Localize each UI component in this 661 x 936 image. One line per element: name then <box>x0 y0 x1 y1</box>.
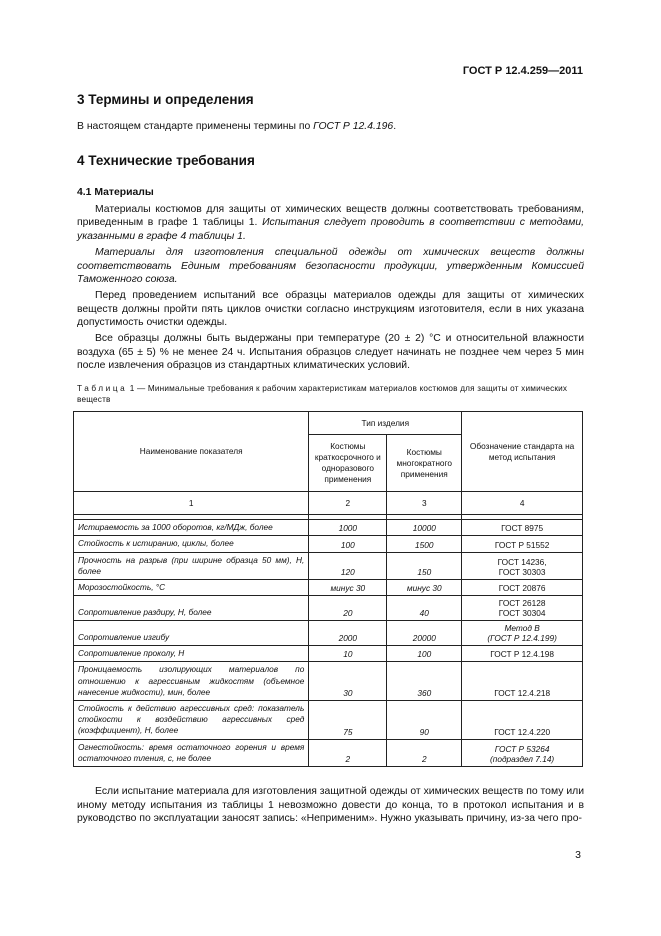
cell-indicator-name: Прочность на разрыв (при ширине образца 50 мм), Н, более <box>74 552 309 579</box>
table-row <box>74 739 583 766</box>
table-row <box>74 520 583 536</box>
cell-short-term-value: 120 <box>309 552 387 579</box>
cell-indicator-name: Стойкость к действию агрессивных сред: показатель стойкости к воздействию агрессивных сред (коэффициент), Н, более <box>74 700 309 739</box>
cell-reusable-value: 1500 <box>387 536 462 552</box>
cell-indicator-name: Стойкость к истиранию, циклы, более <box>74 536 309 552</box>
cell-test-standard: ГОСТ Р 51552 <box>462 536 583 552</box>
cell-test-standard: ГОСТ 12.4.218 <box>462 662 583 701</box>
paragraph-4: Все образцы должны быть выдержаны при температуре (20 ± 2) °С и относительной влажности воздуха (65 ± 5) % не менее 24 ч. Испытания образцов следует начинать не позднее чем через 5 мин после извлечения образцов из стандартных климатических условий. <box>77 333 584 372</box>
section-4-title: 4 Технические требования <box>77 152 255 168</box>
cell-reusable-value: 2 <box>387 739 462 766</box>
cell-test-standard: ГОСТ 20876 <box>462 579 583 595</box>
cell-short-term-value: 20 <box>309 596 387 621</box>
cell-short-term-value: 100 <box>309 536 387 552</box>
paragraph-2: Материалы для изготовления специальной одежды от химических веществ должны соответствовать Единым требованиям безопасности продукции, утвержденным Комиссией Таможенного союза. <box>77 246 584 286</box>
cell-indicator-name: Сопротивление проколу, Н <box>74 646 309 662</box>
standard-reference: ГОСТ Р 12.4.196 <box>313 121 394 132</box>
section-3-text: В настоящем стандарте применены термины по ГОСТ Р 12.4.196. <box>77 121 397 132</box>
table-row <box>74 662 583 701</box>
page-number: 3 <box>575 849 581 861</box>
cell-indicator-name: Морозостойкость, °С <box>74 579 309 595</box>
cell-short-term-value: 30 <box>309 662 387 701</box>
column-number: 1 <box>74 492 309 515</box>
cell-test-standard: ГОСТ 14236, ГОСТ 30303 <box>462 552 583 579</box>
subsection-title: 4.1 Материалы <box>77 186 154 198</box>
cell-reusable-value: 150 <box>387 552 462 579</box>
cell-indicator-name: Проницаемость изолирующих материалов по отношению к агрессивным жидкостям (объемное нанесение жидкости), мин, более <box>74 662 309 701</box>
header-short-term-suits: Костюмы краткосрочного и одноразового применения <box>309 435 387 492</box>
header-reusable-suits: Костюмы многократного применения <box>387 435 462 492</box>
cell-test-standard: ГОСТ 8975 <box>462 520 583 536</box>
cell-short-term-value: 2 <box>309 739 387 766</box>
cell-test-standard: ГОСТ 12.4.220 <box>462 700 583 739</box>
cell-indicator-name: Сопротивление изгибу <box>74 621 309 646</box>
table-row <box>74 579 583 595</box>
table-row <box>74 646 583 662</box>
cell-indicator-name: Огнестойкость: время остаточного горения и время остаточного тления, с, не более <box>74 739 309 766</box>
page-content <box>77 92 584 826</box>
cell-indicator-name: Сопротивление раздиру, Н, более <box>74 596 309 621</box>
cell-short-term-value: 75 <box>309 700 387 739</box>
cell-indicator-name: Истираемость за 1000 оборотов, кг/МДж, более <box>74 520 309 536</box>
header-test-standard: Обозначение стандарта на метод испытания <box>462 412 583 492</box>
cell-reusable-value: 10000 <box>387 520 462 536</box>
document-header: ГОСТ Р 12.4.259—2011 <box>462 65 583 77</box>
column-number: 3 <box>387 492 462 515</box>
table-row <box>74 596 583 621</box>
table-row <box>74 536 583 552</box>
cell-test-standard: ГОСТ Р 53264 (подраздел 7.14) <box>462 739 583 766</box>
cell-test-standard: Метод В (ГОСТ Р 12.4.199) <box>462 621 583 646</box>
header-product-type: Тип изделия <box>309 412 462 435</box>
cell-reusable-value: минус 30 <box>387 579 462 595</box>
cell-short-term-value: 1000 <box>309 520 387 536</box>
cell-short-term-value: 2000 <box>309 621 387 646</box>
cell-short-term-value: 10 <box>309 646 387 662</box>
cell-reusable-value: 90 <box>387 700 462 739</box>
cell-test-standard: ГОСТ Р 12.4.198 <box>462 646 583 662</box>
column-number: 2 <box>309 492 387 515</box>
table-caption: Таблица 1 — Минимальные требования к рабочим характеристикам материалов костюмов для защиты от химических веществ <box>77 384 568 405</box>
cell-reusable-value: 100 <box>387 646 462 662</box>
table-row <box>74 552 583 579</box>
requirements-table <box>73 411 583 767</box>
cell-reusable-value: 360 <box>387 662 462 701</box>
column-number: 4 <box>462 492 583 515</box>
table-row <box>74 700 583 739</box>
header-indicator-name: Наименование показателя <box>74 412 309 492</box>
closing-paragraph: Если испытание материала для изготовления защитной одежды от химических веществ по тому или иному методу испытания из таблицы 1 невозможно довести до конца, то в протокол испытания и в руководство по эксплуатации заносят запись: «Неприменим». Нужно указывать причину, из-за чего про- <box>77 785 584 825</box>
paragraph-3: Перед проведением испытаний все образцы материалов одежды для защиты от химических веществ должны пройти пять циклов очистки согласно инструкциям изготовителя, если в них указана допустимость очистки одежды. <box>77 289 584 329</box>
cell-short-term-value: минус 30 <box>309 579 387 595</box>
table-row <box>74 621 583 646</box>
cell-reusable-value: 20000 <box>387 621 462 646</box>
paragraph-1: Материалы костюмов для защиты от химических веществ должны соответствовать требованиям, приведенным в графе 1 таблицы 1. Испытания следует проводить в соответствии с методами, указанными в графе 4 таблицы 1. <box>77 203 584 243</box>
cell-test-standard: ГОСТ 26128 ГОСТ 30304 <box>462 596 583 621</box>
cell-reusable-value: 40 <box>387 596 462 621</box>
section-3-title: 3 Термины и определения <box>77 92 254 107</box>
